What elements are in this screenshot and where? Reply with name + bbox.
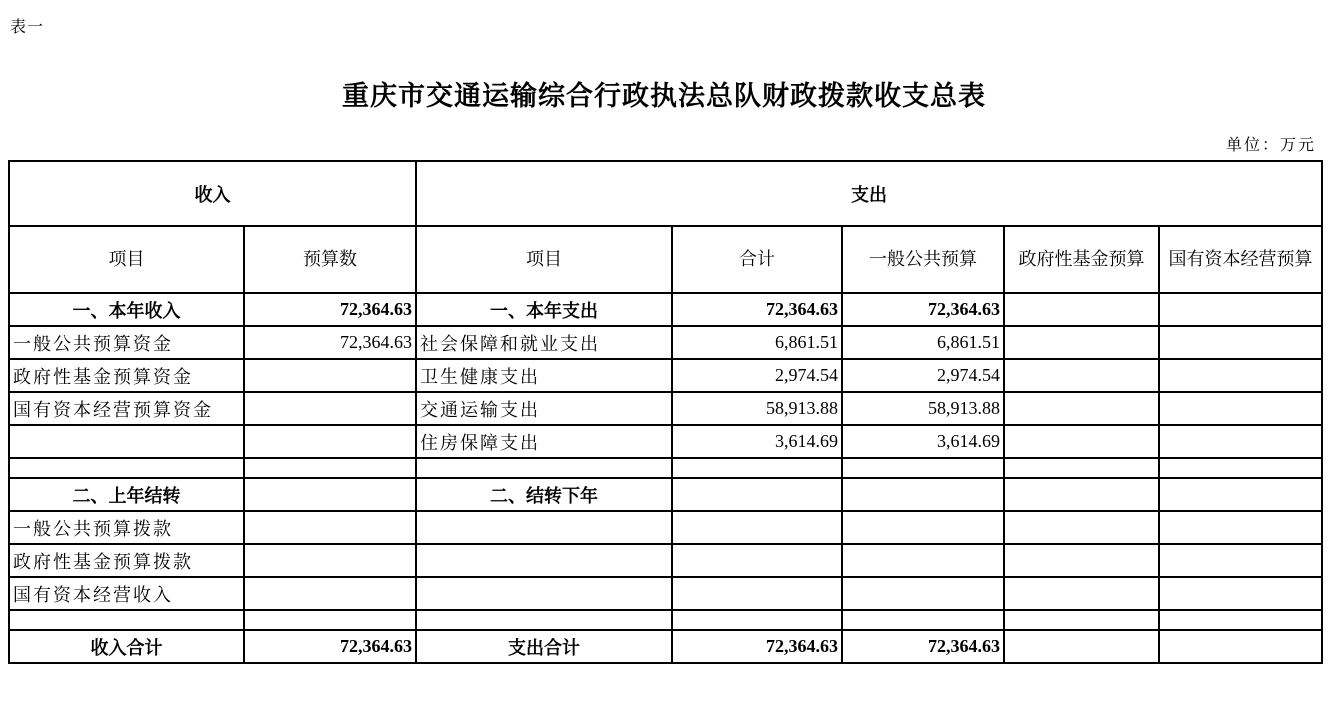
expense-item-cell: 住房保障支出	[416, 425, 672, 458]
col-budget-amount: 预算数	[244, 226, 416, 293]
expense-total-cell: 2,974.54	[672, 359, 842, 392]
expense-general-cell: 72,364.63	[842, 293, 1004, 326]
expense-capital-cell	[1159, 478, 1322, 511]
expense-capital-cell	[1159, 458, 1322, 478]
expense-capital-total	[1159, 630, 1322, 663]
expense-capital-cell	[1159, 511, 1322, 544]
table-row	[9, 478, 1322, 511]
table-row	[9, 511, 1322, 544]
expense-total-cell: 6,861.51	[672, 326, 842, 359]
expense-item-cell: 卫生健康支出	[416, 359, 672, 392]
expense-fund-cell	[1004, 326, 1159, 359]
income-amount-cell	[244, 478, 416, 511]
income-item-cell: 政府性基金预算资金	[9, 359, 244, 392]
expense-total-cell: 58,913.88	[672, 392, 842, 425]
expense-capital-cell	[1159, 425, 1322, 458]
expense-fund-cell	[1004, 425, 1159, 458]
expense-header: 支出	[416, 161, 1322, 226]
expense-general-cell: 2,974.54	[842, 359, 1004, 392]
income-amount-cell	[244, 577, 416, 610]
table-row	[9, 359, 1322, 392]
expense-capital-cell	[1159, 326, 1322, 359]
col-income-item: 项目	[9, 226, 244, 293]
expense-capital-cell	[1159, 544, 1322, 577]
income-amount-cell: 72,364.63	[244, 293, 416, 326]
table-row	[9, 610, 1322, 630]
expense-item-cell	[416, 544, 672, 577]
col-gov-fund: 政府性基金预算	[1004, 226, 1159, 293]
income-amount-cell	[244, 392, 416, 425]
table-row	[9, 392, 1322, 425]
expense-fund-cell	[1004, 511, 1159, 544]
income-amount-cell: 72,364.63	[244, 326, 416, 359]
expense-fund-cell	[1004, 544, 1159, 577]
col-expense-item: 项目	[416, 226, 672, 293]
expense-general-cell: 58,913.88	[842, 392, 1004, 425]
income-item-cell	[9, 610, 244, 630]
table-label: 表一	[10, 17, 45, 36]
expense-fund-total	[1004, 630, 1159, 663]
table-row	[9, 293, 1322, 326]
income-item-cell: 国有资本经营收入	[9, 577, 244, 610]
income-item-cell: 一、本年收入	[9, 293, 244, 326]
expense-general-cell	[842, 544, 1004, 577]
expense-total-label: 支出合计	[416, 630, 672, 663]
income-item-cell: 国有资本经营预算资金	[9, 392, 244, 425]
expense-fund-cell	[1004, 458, 1159, 478]
income-item-cell	[9, 425, 244, 458]
income-header: 收入	[9, 161, 416, 226]
income-total-label: 收入合计	[9, 630, 244, 663]
expense-general-cell	[842, 577, 1004, 610]
income-item-cell	[9, 458, 244, 478]
expense-total-amount: 72,364.63	[672, 630, 842, 663]
expense-item-cell: 一、本年支出	[416, 293, 672, 326]
income-amount-cell	[244, 458, 416, 478]
expense-item-cell: 社会保障和就业支出	[416, 326, 672, 359]
expense-item-cell: 交通运输支出	[416, 392, 672, 425]
expense-capital-cell	[1159, 392, 1322, 425]
expense-item-cell	[416, 511, 672, 544]
expense-general-cell	[842, 478, 1004, 511]
header-row-columns	[9, 226, 1322, 293]
expense-total-cell: 72,364.63	[672, 293, 842, 326]
expense-general-total: 72,364.63	[842, 630, 1004, 663]
expense-total-cell	[672, 610, 842, 630]
expense-capital-cell	[1159, 610, 1322, 630]
income-item-cell: 政府性基金预算拨款	[9, 544, 244, 577]
expense-general-cell: 6,861.51	[842, 326, 1004, 359]
table-row	[9, 577, 1322, 610]
expense-fund-cell	[1004, 577, 1159, 610]
expense-item-cell	[416, 577, 672, 610]
table-row	[9, 544, 1322, 577]
expense-total-cell	[672, 478, 842, 511]
col-total: 合计	[672, 226, 842, 293]
budget-summary-table	[8, 160, 1323, 664]
expense-fund-cell	[1004, 293, 1159, 326]
expense-fund-cell	[1004, 392, 1159, 425]
expense-general-cell	[842, 458, 1004, 478]
income-amount-cell	[244, 610, 416, 630]
totals-row	[9, 630, 1322, 663]
income-item-cell: 一般公共预算拨款	[9, 511, 244, 544]
income-item-cell: 二、上年结转	[9, 478, 244, 511]
income-amount-cell	[244, 511, 416, 544]
expense-total-cell	[672, 458, 842, 478]
expense-fund-cell	[1004, 478, 1159, 511]
header-row-groups	[9, 161, 1322, 226]
expense-general-cell	[842, 511, 1004, 544]
unit-label: 单位：万元	[1225, 135, 1316, 154]
expense-capital-cell	[1159, 359, 1322, 392]
expense-total-cell	[672, 544, 842, 577]
col-state-capital: 国有资本经营预算	[1159, 226, 1322, 293]
col-general-public: 一般公共预算	[842, 226, 1004, 293]
income-total-amount: 72,364.63	[244, 630, 416, 663]
income-amount-cell	[244, 544, 416, 577]
expense-total-cell	[672, 577, 842, 610]
table-row	[9, 425, 1322, 458]
income-amount-cell	[244, 359, 416, 392]
expense-fund-cell	[1004, 359, 1159, 392]
expense-item-cell	[416, 610, 672, 630]
income-item-cell: 一般公共预算资金	[9, 326, 244, 359]
table-row	[9, 326, 1322, 359]
expense-total-cell: 3,614.69	[672, 425, 842, 458]
expense-general-cell	[842, 610, 1004, 630]
expense-capital-cell	[1159, 293, 1322, 326]
table-row	[9, 458, 1322, 478]
expense-capital-cell	[1159, 577, 1322, 610]
income-amount-cell	[244, 425, 416, 458]
expense-item-cell: 二、结转下年	[416, 478, 672, 511]
expense-general-cell: 3,614.69	[842, 425, 1004, 458]
expense-fund-cell	[1004, 610, 1159, 630]
expense-item-cell	[416, 458, 672, 478]
page-title: 重庆市交通运输综合行政执法总队财政拨款收支总表	[342, 81, 986, 112]
expense-total-cell	[672, 511, 842, 544]
